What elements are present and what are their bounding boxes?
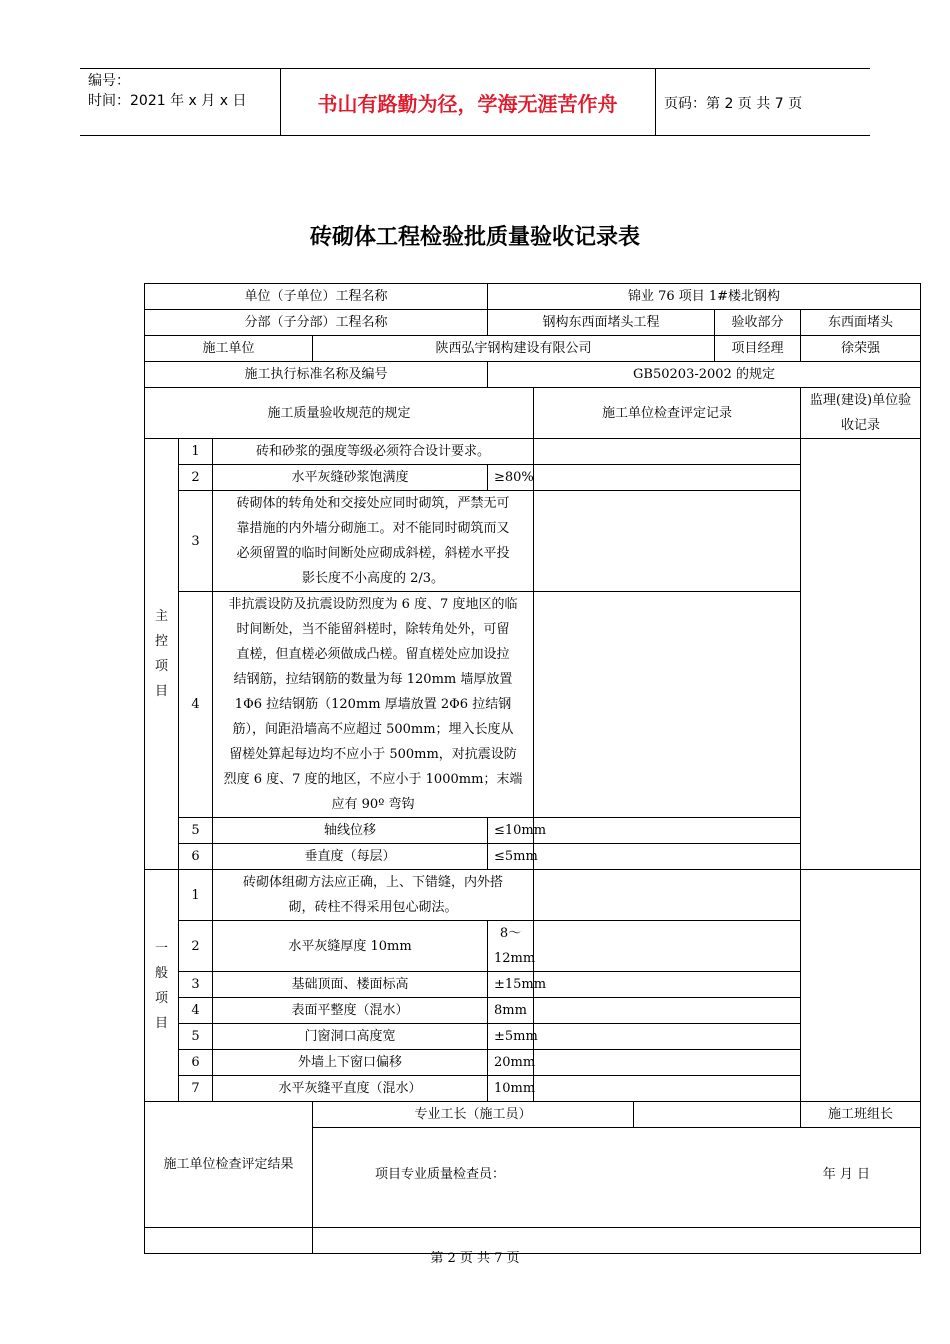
header-meta [88,71,246,111]
item-spec-text [213,491,534,592]
team-leader-label: 施工班组长 [801,1102,921,1128]
manager-label: 项目经理 [715,336,801,362]
contractor-record-header: 施工单位检查评定记录 [534,388,801,439]
contractor-value: 陕西弘宇钢构建设有限公司 [313,336,715,362]
supervisor-record-cell [801,870,921,1102]
result-body [313,1128,921,1228]
spec-line: 影长度不小高度的 2/3。 [301,571,445,586]
spec-line: 留槎处算起每边均不应小于 500mm，对抗震设防 [229,747,517,762]
accept-part-label: 验收部分 [715,310,801,336]
manager-value: 徐荣强 [801,336,921,362]
contractor-record-cell [534,921,801,972]
item-number: 3 [179,972,213,998]
item-number: 2 [179,921,213,972]
spec-line: 靠措施的内外墙分砌施工。对不能同时砌筑而又 [236,521,510,536]
sub-project-label: 分部（子分部）工程名称 [145,310,488,336]
general-item-char: 一 [154,940,168,956]
contractor-record-cell [534,818,801,844]
header-bottom-rule [80,135,870,136]
contractor-record-cell [534,491,801,592]
unit-project-value: 锦业 76 项目 1#楼北钢构 [488,284,921,310]
contractor-record-cell [534,844,801,870]
main-control-label [145,439,179,870]
result-label: 施工单位检查评定结果 [145,1102,313,1228]
general-item-label [145,870,179,1102]
row-column-header [145,388,921,439]
contractor-record-cell [534,870,801,921]
item-spec-text: 轴线位移 [213,818,488,844]
contractor-label: 施工单位 [145,336,313,362]
contractor-record-cell [534,1024,801,1050]
item-allowance: ±5mm [488,1024,534,1050]
item-spec-text: 砖和砂浆的强度等级必须符合设计要求。 [213,439,534,465]
item-spec-text: 水平灰缝平直度（混水） [213,1076,488,1102]
general-item-char: 目 [154,1015,168,1031]
item-allowance: ±15mm [488,972,534,998]
accept-part-value: 东西面堵头 [801,310,921,336]
row-unit-project [145,284,921,310]
item-number: 4 [179,998,213,1024]
item-number: 1 [179,439,213,465]
supervisor-record-header-line2: 收记录 [841,418,881,433]
item-spec-text: 表面平整度（混水） [213,998,488,1024]
date-label: 时间：2021 年 x 月 x 日 [88,93,247,109]
item-number: 5 [179,818,213,844]
spec-line: 应有 90º 弯钩 [331,797,415,812]
item-spec-text: 外墙上下窗口偏移 [213,1050,488,1076]
item-number: 6 [179,1050,213,1076]
row-contractor [145,336,921,362]
item-number: 4 [179,592,213,818]
spec-line: 砌，砖柱不得采用包心砌法。 [288,900,458,915]
spec-line: 时间断处，当不能留斜槎时，除转角处外，可留 [236,622,510,637]
general-item-char: 项 [154,990,168,1006]
item-number: 1 [179,870,213,921]
spec-line: 砖砌体的转角处和交接处应同时砌筑，严禁无可 [236,496,510,511]
contractor-record-cell [534,1050,801,1076]
sub-project-value: 钢构东西面堵头工程 [488,310,715,336]
item-spec-text [213,592,534,818]
contractor-record-cell [534,1076,801,1102]
spec-line: 烈度 6 度、7 度的地区，不应小于 1000mm；末端 [223,772,523,787]
spec-line: 非抗震设防及抗震设防烈度为 6 度、7 度地区的临 [228,597,518,612]
foreman-signature [634,1102,801,1128]
row-signatures [145,1102,921,1128]
supervisor-record-header-line1: 监理(建设)单位验 [809,393,912,408]
row-sub-project [145,310,921,336]
header-motto: 书山有路勤为径，学海无涯苦作舟 [317,92,618,116]
contractor-record-cell [534,998,801,1024]
item-allowance: ≤5mm [488,844,534,870]
spec-line: 必须留置的临时间断处应砌成斜槎，斜槎水平投 [236,546,510,561]
contractor-record-cell [534,972,801,998]
document-title: 砖砌体工程检验批质量验收记录表 [309,225,640,250]
item-spec-text: 垂直度（每层） [213,844,488,870]
contractor-record-cell [534,465,801,491]
item-spec-text [213,870,534,921]
item-spec-text: 水平灰缝厚度 10mm [213,921,488,972]
sign-date-label: 年 月 日 [822,1167,871,1182]
item-allowance: ≥80% [488,465,534,491]
general-item-char: 般 [154,965,168,981]
supervisor-record-cell [801,439,921,870]
serial-label: 编号： [88,73,130,89]
contractor-record-cell [534,592,801,818]
header-divider-2 [655,68,656,135]
foreman-label: 专业工长（施工员） [313,1102,634,1128]
item-spec-text: 水平灰缝砂浆饱满度 [213,465,488,491]
item-allowance: 10mm [488,1076,534,1102]
spec-line: 砖砌体组砌方法应正确，上、下错缝，内外搭 [242,875,503,890]
unit-project-label: 单位（子单位）工程名称 [145,284,488,310]
item-number: 3 [179,491,213,592]
item-spec-text: 门窗洞口高度宽 [213,1024,488,1050]
item-allowance: ≤10mm [488,818,534,844]
item-number: 6 [179,844,213,870]
header-page-info: 页码：第 2 页 共 7 页 [664,96,803,112]
inspector-label: 项目专业质量检查员： [375,1167,506,1182]
page-footer: 第 2 页 共 7 页 [430,1251,520,1266]
item-spec-text: 基础顶面、楼面标高 [213,972,488,998]
spec-line: 筋），间距沿墙高不应超过 500mm；埋入长度从 [232,722,514,737]
spec-column-header: 施工质量验收规范的规定 [145,388,534,439]
main-control-char: 目 [154,684,168,699]
main-control-char: 项 [154,659,168,674]
item-number: 7 [179,1076,213,1102]
item-number: 2 [179,465,213,491]
spec-line: 结钢筋，拉结钢筋的数量为每 120mm 墙厚放置 [233,672,513,687]
item-allowance: 8～12mm [488,921,534,972]
contractor-record-cell [534,439,801,465]
spec-line: 直槎，但直槎必须做成凸槎。留直槎处应加设拉 [236,647,510,662]
item-allowance: 20mm [488,1050,534,1076]
row-standard [145,362,921,388]
item-allowance: 8mm [488,998,534,1024]
supervisor-record-header [801,388,921,439]
spec-line: 1Φ6 拉结钢筋（120mm 厚墙放置 2Φ6 拉结钢 [234,697,512,712]
standard-value: GB50203-2002 的规定 [488,362,921,388]
main-control-char: 主 [154,609,168,624]
inspection-record-table [144,283,921,1254]
general-item-row [145,870,921,921]
main-item-row [145,439,921,465]
main-control-char: 控 [154,634,168,649]
header-top-rule [80,68,870,69]
item-number: 5 [179,1024,213,1050]
standard-label: 施工执行标准名称及编号 [145,362,488,388]
